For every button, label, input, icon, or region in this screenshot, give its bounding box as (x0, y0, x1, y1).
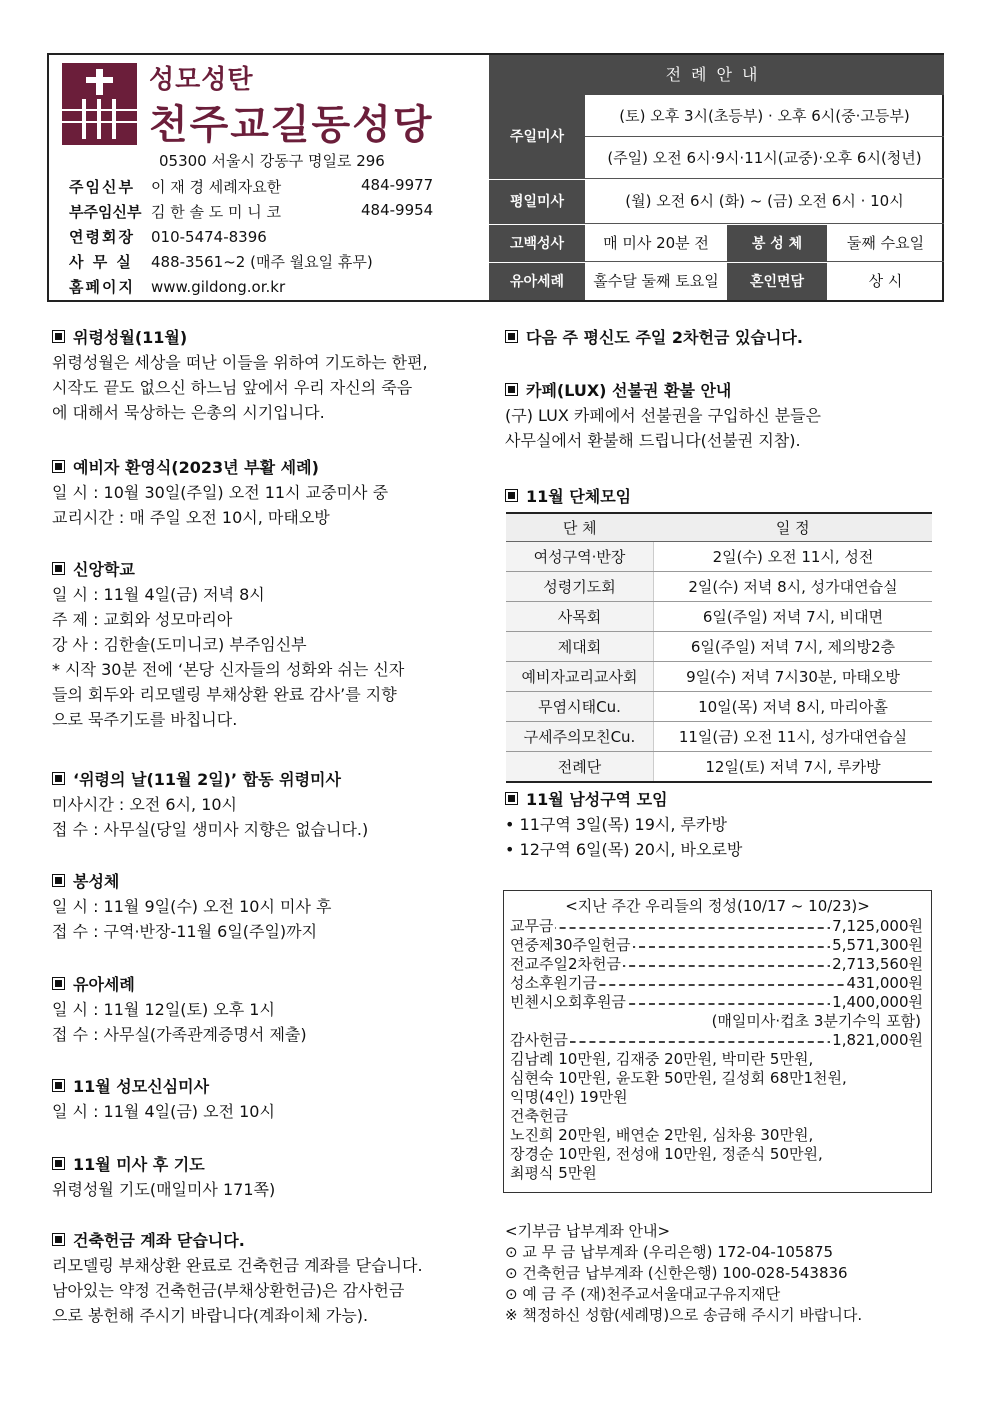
infant-baptism-label: 유아세례 (489, 262, 585, 300)
column-header: 단 체 (506, 513, 654, 542)
offering-row: 전교주일2차헌금 2,713,560원 (510, 955, 923, 973)
weekday-mass: (월) 오전 6시 (화) ~ (금) 오전 6시 · 10시 (585, 179, 944, 224)
building-fund-label: 건축헌금 (510, 1107, 568, 1125)
offering-row: 연중제30주일헌금 5,571,300원 (510, 936, 923, 954)
staff-row: 사 무 실 488-3561~2 (매주 월요일 휴무) (69, 253, 373, 271)
sunday-mass-1: (토) 오후 3시(초등부) · 오후 6시(중·고등부) (585, 95, 944, 137)
section-laity-sunday: 다음 주 평신도 주일 2차헌금 있습니다. (505, 325, 803, 350)
table-row: 여성구역·반장 2일(수) 오전 11시, 성전 (506, 542, 932, 572)
column-header: 일 정 (654, 513, 933, 542)
section-donation-accounts (505, 1221, 862, 1326)
section-faith-school: 신앙학교 일 시 : 11월 4일(금) 저녁 8시 주 제 : 교회와 성모마리아 강 사 : 김한솔(도미니코) 부주임신부 * 시작 30분 전에 ‘본당 신자들의 성화와 쉬는 신자 들의 회두와 리모델링 부채상환 완료 감사’를 지향 으로 묵주기도를 바칩니다. (52, 560, 405, 729)
offerings-title: <지난 주간 우리들의 정성(10/17 ~ 10/23)> (565, 897, 870, 915)
square-bullet-icon (52, 1157, 65, 1170)
section-after-mass-prayer: 11월 미사 후 기도 위령성월 기도(매일미사 171쪽) (52, 1155, 276, 1199)
section-cafe-refund: 카페(LUX) 선불권 환불 안내 (구) LUX 카페에서 선불권을 구입하신 분들은 사무실에서 환불해 드립니다(선불권 지참). (505, 381, 821, 450)
section-memorial-month: 위령성월(11월) 위령성월은 세상을 떠난 이들을 위하여 기도하는 한편, 시작도 끝도 없으신 하느님 앞에서 우리 자신의 죽음 에 대해서 묵상하는 은총의 시기입니다. (52, 328, 428, 422)
section-building-fund-closed: 건축헌금 계좌 닫습니다. 리모델링 부채상환 완료로 건축헌금 계좌를 닫습니다. 남아있는 약정 건축헌금(부채상환헌금)은 감사헌금 으로 봉헌해 주시기 바랍니다(계좌이체 가능). (52, 1231, 423, 1325)
offering-note: (매일미사·컵초 3분기수익 포함) (711, 1012, 921, 1030)
section-all-souls-mass: ‘위령의 날(11월 2일)’ 합동 위령미사 미사시간 : 오전 6시, 10시 접 수 : 사무실(당일 생미사 지향은 없습니다.) (52, 770, 369, 839)
staff-row: 홈페이지 www.gildong.or.kr (69, 278, 286, 296)
table-row: 예비자교리교사회 9일(수) 저녁 7시30분, 마태오방 (506, 662, 932, 692)
table-row: 구세주의모친Cu. 11일(금) 오전 11시, 성가대연습실 (506, 722, 932, 752)
bulletin-header (47, 53, 944, 302)
worship-schedule (489, 55, 944, 300)
account-line: ⊙ 교 무 금 납부계좌 (우리은행) 172-04-105875 (505, 1243, 834, 1261)
worship-title: 전례안내 (489, 55, 944, 95)
accounts-title: <기부금 납부계좌 안내> (505, 1222, 671, 1240)
offering-row: 빈첸시오회후원금 1,400,000원 (510, 993, 923, 1011)
square-bullet-icon (505, 383, 518, 396)
section-group-meetings: 11월 단체모임 (505, 484, 631, 509)
square-bullet-icon (52, 1079, 65, 1092)
infant-baptism-value: 홀수달 둘째 토요일 (593, 272, 719, 290)
weekday-mass-label: 평일미사 (489, 179, 585, 224)
staff-row: 주임신부 이 재 경 세례자요한 484-9977 (69, 176, 434, 196)
account-line: ⊙ 예 금 주 (재)천주교서울대교구유지재단 (505, 1285, 781, 1303)
table-row: 사목회 6일(주일) 저녁 7시, 비대면 (506, 602, 932, 632)
group-meetings-table (506, 512, 932, 783)
square-bullet-icon (52, 977, 65, 990)
parish-logo-icon (62, 63, 137, 145)
table-row: 성령기도회 2일(수) 저녁 8시, 성가대연습실 (506, 572, 932, 602)
staff-row: 부주임신부 김 한 솔 도 미 니 코 484-9954 (69, 201, 434, 221)
offering-row: 성소후원기금 431,000원 (510, 974, 923, 992)
parish-address: 05300 서울시 강동구 명일로 296 (159, 152, 385, 170)
parish-title: 천주교길동성당 (149, 102, 434, 148)
section-infant-baptism: 유아세례 일 시 : 11월 12일(토) 오후 1시 접 수 : 사무실(가족관계증명서 제출) (52, 975, 307, 1044)
table-header-row (506, 513, 932, 542)
section-men-district: 11월 남성구역 모임 • 11구역 3일(목) 19시, 루카방 • 12구역 6일(목) 20시, 바오로방 (505, 790, 743, 859)
square-bullet-icon (505, 489, 518, 502)
table-row: 무염시태Cu. 10일(목) 저녁 8시, 마리아홀 (506, 692, 932, 722)
parish-subtitle: 성모성탄 (149, 65, 254, 95)
section-marian-mass: 11월 성모신심미사 일 시 : 11월 4일(금) 오전 10시 (52, 1077, 275, 1121)
offerings-box (503, 890, 932, 1193)
table-row: 전례단 12일(토) 저녁 7시, 루카방 (506, 752, 932, 783)
staff-row: 연령회장 010-5474-8396 (69, 228, 267, 246)
table-row: 제대회 6일(주일) 저녁 7시, 제의방2층 (506, 632, 932, 662)
sunday-mass-2: (주일) 오전 6시·9시·11시(교중)·오후 6시(청년) (585, 137, 944, 179)
parish-info (49, 55, 489, 300)
marriage-value: 상 시 (868, 272, 903, 290)
square-bullet-icon (52, 1233, 65, 1246)
thanks-donors: 김남례 10만원, 김재중 20만원, 박미란 5만원, 심현숙 10만원, 윤도환 50만원, 길성회 68만1천원, 익명(4인) 19만원 (510, 1050, 847, 1106)
confession-value: 매 미사 20분 전 (585, 224, 727, 262)
account-line: ⊙ 건축헌금 납부계좌 (신한은행) 100-028-543836 (505, 1264, 848, 1282)
square-bullet-icon (52, 874, 65, 887)
bongseong-value: 둘째 수요일 (827, 224, 944, 262)
confession-label: 고백성사 (489, 224, 585, 262)
square-bullet-icon (52, 562, 65, 575)
square-bullet-icon (505, 330, 518, 343)
marriage-label: 혼인면담 (727, 262, 827, 300)
square-bullet-icon (52, 330, 65, 343)
section-catechumen-welcome: 예비자 환영식(2023년 부활 세례) 일 시 : 10월 30일(주일) 오전 11시 교중미사 중 교리시간 : 매 주일 오전 10시, 마태오방 (52, 458, 389, 527)
square-bullet-icon (505, 792, 518, 805)
offering-row: 교무금 7,125,000원 (510, 917, 923, 935)
offering-row: 감사헌금 1,821,000원 (510, 1031, 923, 1049)
square-bullet-icon (52, 772, 65, 785)
sunday-mass-label: 주일미사 (489, 95, 585, 179)
section-bongseongche: 봉성체 일 시 : 11월 9일(수) 오전 10시 미사 후 접 수 : 구역·반장-11월 6일(주일)까지 (52, 872, 332, 941)
account-note: ※ 책정하신 성함(세례명)으로 송금해 주시기 바랍니다. (505, 1306, 863, 1324)
bongseong-label: 봉 성 체 (727, 224, 827, 262)
square-bullet-icon (52, 460, 65, 473)
building-donors: 노진희 20만원, 배연순 2만원, 심차용 30만원, 장경순 10만원, 전성애 10만원, 정준식 50만원, 최평식 5만원 (510, 1126, 823, 1182)
